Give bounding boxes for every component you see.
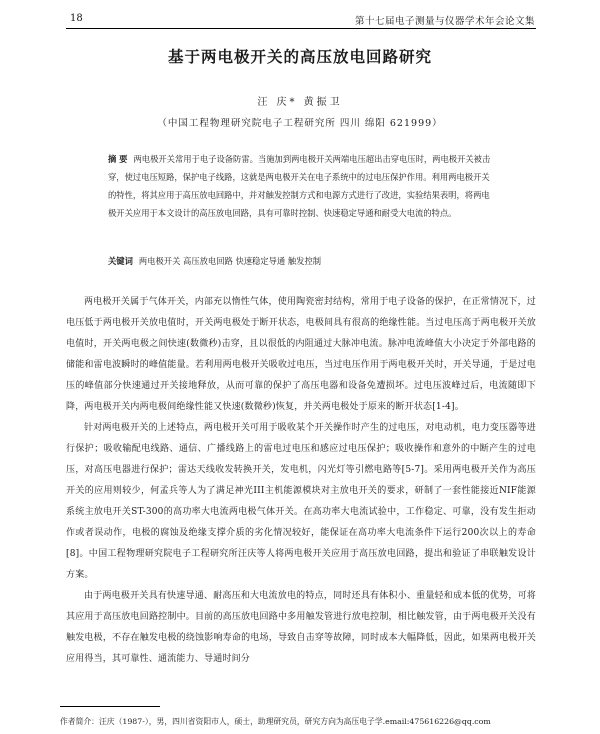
affiliation: （中国工程物理研究院电子工程研究所 四川 绵阳 621999）	[157, 118, 443, 129]
paper-title: 基于两电极开关的高压放电回路研究	[167, 47, 432, 66]
body-paragraph-3: 由于两电极开关具有快速导通、耐高压和大电流放电的特点，同时还具有体积小、重量轻和成本低的优势，可将其应用于高压放电回路控制中。目前的高压放电回路中多用触发管进行放电控制，相比触发管，由于两电极开关没有触发电极，不存在触发电极的绕蚀影响寿命的电场，导致自击穿等故障，同时成本大幅降低，因此，如果两电极开关应用得当，其可靠性、通流能力、导通时间分	[66, 591, 536, 664]
body-text	[66, 292, 536, 670]
abstract-label: 摘 要	[108, 154, 128, 164]
header-rule	[66, 28, 536, 29]
keywords-label: 关键词	[108, 256, 133, 266]
footnote-rule	[60, 706, 160, 707]
abstract	[108, 150, 493, 222]
page-number: 18	[70, 13, 83, 24]
authors: 汪 庆* 黄振卫	[257, 97, 343, 108]
footnote: 作者简介：汪庆（1987-），男，四川省资阳市人，硕士，助理研究员，研究方向为高压电子学.email:475616226@qq.com	[60, 717, 491, 726]
abstract-text: 两电极开关常用于电子设备防雷。当施加到两电极开关两端电压超出击穿电压时，两电极开关被击穿，使过电压短路，保护电子线路，这就是两电极开关在电子系统中的过电压保护作用。利用两电极开关的特性，将其应用于高压放电回路中，并对触发控制方式和电源方式进行了改进，实验结果表明，将两电极开关应用于本文设计的高压放电回路，具有可靠时控制、快速稳定导通和耐受大电流的特点。	[108, 154, 491, 218]
body-paragraph-2: 针对两电极开关的上述特点，两电极开关可用于吸收某个开关操作时产生的过电压，对电动机，电力变压器等进行保护；吸收输配电线路、通信、广播线路上的雷电过电压和感应过电压保护；吸收操作和意外的中断产生的过电压，对高压电器进行保护；雷达天线收发转换开关，发电机，闪光灯等引燃电路等[5-7]。采用两电极开关作为高压开关的应用则较少，何孟兵等人为了满足神光III主机能源模块对主放电开关的要求，研制了一套性能接近NIF能源系统主放电开关ST-300的高功率大电流两电极气体开关。在高功率大电流试验中，工作稳定、可靠，没有发生拒动作或者误动作，电极的腐蚀及绝缘支撑介质的劣化情况较好，能保证在高功率大电流条件下运行200次以上的寿命[8]。中国工程物理研究院电子工程研究所汪庆等人将两电极开关应用于高压放电回路，提出和验证了串联触发设计方案。	[66, 423, 536, 580]
keywords	[108, 255, 493, 267]
keywords-text: 两电极开关 高压放电回路 快速稳定导通 触发控制	[138, 256, 322, 266]
running-title: 第十七届电子测量与仪器学术年会论文集	[355, 16, 536, 27]
body-paragraph-1: 两电极开关属于气体开关，内部充以惰性气体，使用陶瓷密封结构，常用于电子设备的保护，在正常情况下，过电压低于两电极开关放电值时，开关两电极处于断开状态，电极间具有很高的绝缘性能。当过电压高于两电极开关放电值时，开关两电极之间快速(数微秒)击穿，且以很低的内阻通过大脉冲电流。脉冲电流峰值大小决定于外部电路的储能和雷电波瞬时的峰值能量。若利用两电极开关吸收过电压，当过电压作用于两电极开关时，开关导通，于是过电压的峰值部分快速通过开关接地释放，从而可靠的保护了高压电器和设备免遭损坏。过电压波峰过后，电流随即下降，两电极开关内两电极间绝缘性能又快速(数微秒)恢复，并关两电极处于原来的断开状态[1-4]。	[66, 297, 536, 412]
